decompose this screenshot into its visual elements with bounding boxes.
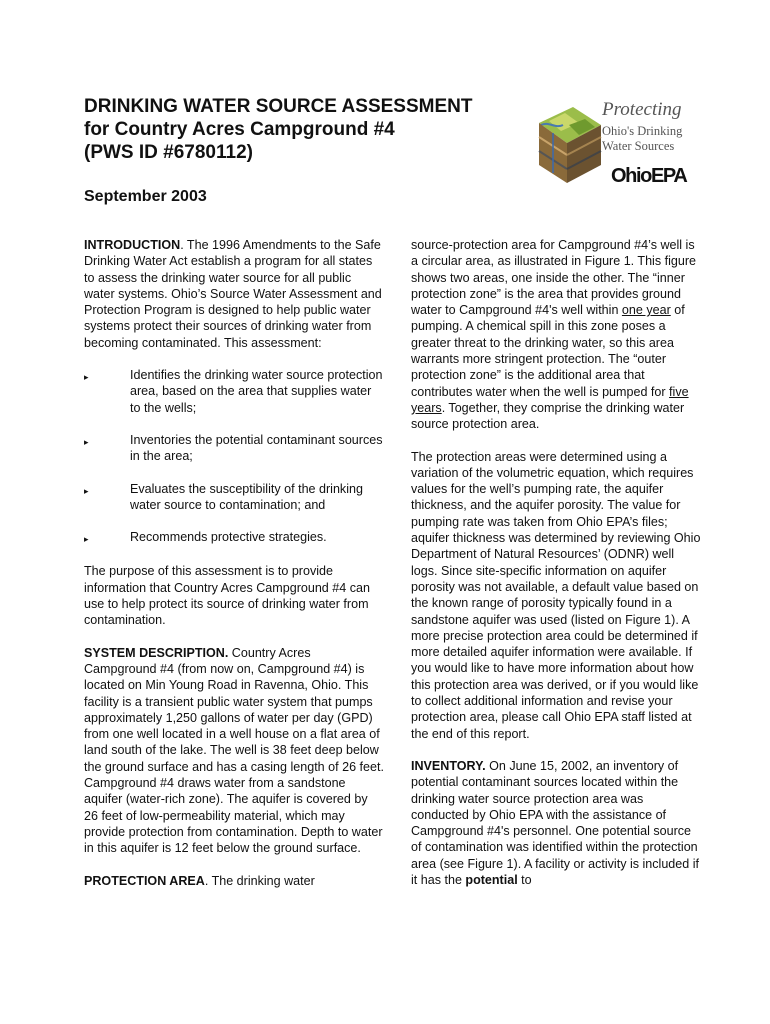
inventory-heading: INVENTORY. xyxy=(411,758,486,773)
title-line-1: DRINKING WATER SOURCE ASSESSMENT xyxy=(84,96,473,117)
ohio-epa-logo xyxy=(535,95,705,195)
protection-method-paragraph: The protection areas were determined using a variation of the volumetric equation, which requires values for the well’s pumping rate, the aquifer thickness, and the aquifer porosity. The value for pumping rate was taken from Ohio EPA’s files; aquifer thickness was determined by reviewing Ohio Department of Natural Resources’ (ODNR) well logs. Since site-specific information on aquifer porosity was not available, a default value based on the known range of porosity typically found in a sandstone aquifer was used (listed on Figure 1). A more precise protection area could be determined if more detailed aquifer information were available. If you would like to have more information about how this protection area was derived, or if you would like to collect additional information and revise your protection area, please call Ohio EPA staff listed at the end of this report. xyxy=(411,449,701,741)
protection-area-heading: PROTECTION AREA xyxy=(84,873,205,888)
system-description-paragraph xyxy=(84,645,384,857)
inventory-text-end: to xyxy=(517,872,532,887)
logo-tagline-2 xyxy=(602,124,682,154)
introduction-text: . The 1996 Amendments to the Safe Drinking Water Act establish a program for all states to assess the drinking water source for all public water systems. Ohio’s Source Water Assessment and Protection Program is designed to help public water systems protect their sources of drinking water from becoming contaminated. This assessment: xyxy=(84,238,382,350)
potential-emphasis: potential xyxy=(465,872,518,887)
list-item xyxy=(84,432,384,465)
purpose-paragraph: The purpose of this assessment is to provide information that Country Acres Campground #4 can use to help protect its source of drinking water from contamination. xyxy=(84,564,370,628)
list-item xyxy=(84,367,384,416)
terrain-block-icon xyxy=(535,95,603,195)
introduction-paragraph xyxy=(84,237,384,351)
system-description-heading: SYSTEM DESCRIPTION. xyxy=(84,645,229,660)
list-item xyxy=(84,529,384,547)
system-description-text: Country Acres Campground #4 (from now on, Campground #4) is located on Min Young Road in Ravenna, Ohio. This facility is a transient public water system that pumps approximately 1,250 gallons of water per day (GPD) from one well located in a well house on a flat area of land south of the lake. The well is 38 feet deep below the ground surface and has a casing length of 26 feet. Campground #4 draws water from a sandstone aquifer (water-rich zone). The aquifer is covered by 26 feet of low-permeability material, which may provide protection from contamination. Depth to water in this aquifer is 12 feet below the ground surface. xyxy=(84,645,384,856)
list-item xyxy=(84,481,384,514)
logo-tagline-2a: Ohio's Drinking xyxy=(602,124,683,138)
logo-tagline-2b: Water Sources xyxy=(602,139,675,153)
bullet-text: Recommends protective strategies. xyxy=(130,530,327,545)
title-line-3: (PWS ID #6780112) xyxy=(84,142,253,163)
left-column xyxy=(84,237,384,889)
bullet-arrow-icon: ▸ xyxy=(84,436,89,447)
ohio-epa-wordmark: OhioEPA xyxy=(611,165,687,187)
protection-area-paragraph-start xyxy=(84,873,384,889)
protection-text-c: . Together, they comprise the drinking water source protection area. xyxy=(411,400,685,432)
protection-area-text-start: . The drinking water xyxy=(204,873,315,888)
title-line-2: for Country Acres Campground #4 xyxy=(84,119,395,140)
protection-area-paragraph-continued xyxy=(411,237,703,433)
inventory-paragraph xyxy=(411,758,703,888)
bullet-arrow-icon: ▸ xyxy=(84,372,89,383)
one-year-term: one year xyxy=(621,303,671,318)
protection-text-b: of pumping. A chemical spill in this zone poses a greater threat to the drinking water, so this area warrants more stringent protection. The “outer protection zone” is the additional area that contributes water when the well is pumped for xyxy=(411,303,685,399)
inventory-text: On June 15, 2002, an inventory of potential contaminant sources located within the drinking water source protection area was conducted by Ohio EPA with the assistance of Campground #4's personnel. One potential source of contamination was identified within the protection area (see Figure 1). A facility or activity is included if it has the xyxy=(411,758,700,887)
bullet-text: Evaluates the susceptibility of the drinking water source to contamination; and xyxy=(130,481,363,512)
bullet-text: Identifies the drinking water source protection area, based on the area that supplies water to the wells; xyxy=(130,368,383,415)
introduction-heading: INTRODUCTION xyxy=(84,238,181,252)
bullet-arrow-icon: ▸ xyxy=(84,485,89,496)
five-years-term: five years xyxy=(411,384,689,415)
bullet-text: Inventories the potential contaminant sources in the area; xyxy=(130,432,383,464)
right-column xyxy=(411,237,703,888)
report-date: September 2003 xyxy=(84,188,207,205)
protection-text-a: source-protection area for Campground #4’s well is a circular area, as illustrated in Figure 1. This figure shows two areas, one inside the other. The “inner protection zone” is the area that provides ground water to Campground #4's well within xyxy=(411,238,696,318)
document-title xyxy=(84,95,514,164)
bullet-arrow-icon: ▸ xyxy=(84,534,89,545)
logo-tagline-1: Protecting xyxy=(602,99,682,120)
